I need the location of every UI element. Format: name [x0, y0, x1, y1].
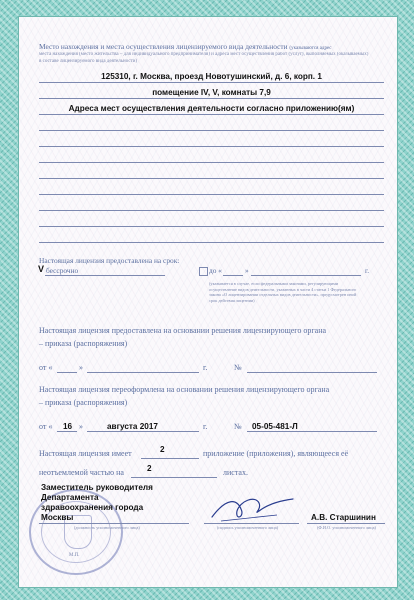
reissue-day-line: [57, 431, 77, 432]
header-note-line2: места нахождения (место жительства – для индивидуального предпринимателя) и адреса мест осуществления работ (услуг), выполняемых (оказываемых): [39, 52, 369, 57]
appendix-count: 2: [160, 445, 165, 454]
reissue-day: 16: [63, 422, 73, 431]
address-underline3: [39, 114, 384, 115]
signature-line: [204, 523, 299, 524]
reissue-quote-close: »: [79, 422, 83, 431]
basis-number-line: [247, 372, 377, 373]
address-blank-line5: [39, 194, 384, 195]
signer-position-line1: Заместитель руководителя: [41, 483, 153, 492]
term-label: Настоящая лицензия предоставлена на срок:: [39, 256, 180, 265]
signer-name-line: [307, 523, 385, 524]
term-check-mark: V: [38, 264, 45, 274]
reissue-number-line: [247, 431, 377, 432]
reissue-line1: Настоящая лицензия переоформлена на основании решения лицензирующего органа: [39, 385, 330, 394]
address-blank-line4: [39, 178, 384, 179]
appendix-line1-pre: Настоящая лицензия имеет: [39, 449, 132, 458]
basis-number-sign: №: [234, 363, 242, 372]
term-until-mid: »: [245, 266, 249, 275]
reissue-number: 05-05-481-Л: [252, 422, 298, 431]
basis-quote-close: »: [79, 363, 83, 372]
signer-position-line4: Москвы: [41, 513, 74, 522]
signer-name-caption: (Ф.И.О. уполномоченного лица): [317, 525, 376, 530]
reissue-month-line: [87, 431, 199, 432]
header-note-line3: в составе лицензируемого вида деятельности): [39, 59, 138, 64]
reissue-line2: – приказа (распоряжения): [39, 398, 128, 407]
term-indefinite: бессрочно: [46, 266, 79, 275]
term-until-month-line: [251, 275, 361, 276]
reissue-number-sign: №: [234, 422, 242, 431]
signer-name: А.В. Старшинин: [311, 513, 376, 522]
basis-month-line: [87, 372, 199, 373]
signer-position-line2: Департамента: [41, 493, 99, 502]
basis-day-line: [57, 372, 77, 373]
address-blank-line3: [39, 162, 384, 163]
reissue-from: от «: [39, 422, 53, 431]
appendix-line2-post: листах.: [223, 468, 248, 477]
basis-year: г.: [203, 363, 208, 372]
address-blank-line7: [39, 226, 384, 227]
address-blank-line2: [39, 146, 384, 147]
appendix-line2-pre: неотъемлемой частью на: [39, 468, 124, 477]
license-sheet: [18, 16, 398, 588]
appendix-sheets-line: [131, 477, 217, 478]
address-blank-line8: [39, 242, 384, 243]
signature-caption: (подпись уполномоченного лица): [217, 525, 279, 530]
address-line2: помещение IV, V, комнаты 7,9: [152, 88, 271, 97]
term-until-day-line: [223, 275, 243, 276]
appendix-sheets: 2: [147, 464, 152, 473]
handwritten-signature: [207, 487, 297, 527]
term-until-checkbox: [199, 267, 208, 276]
reissue-month: августа 2017: [107, 422, 158, 431]
header-title-note: (указываются адрес: [289, 46, 332, 51]
address-underline2: [39, 98, 384, 99]
header-title-text: Место нахождения и места осуществления лицензируемого вида деятельности: [39, 42, 288, 51]
signer-position-line: [39, 523, 189, 524]
basis-line2: – приказа (распоряжения): [39, 339, 128, 348]
signer-position-caption: (должность уполномоченного лица): [74, 525, 140, 530]
address-line1: 125310, г. Москва, проезд Новотушинский, д. 6, корп. 1: [101, 72, 322, 81]
address-blank-line1: [39, 130, 384, 131]
address-line3: Адреса мест осуществления деятельности согласно приложению(ям): [68, 104, 355, 113]
basis-from: от «: [39, 363, 53, 372]
address-underline1: [39, 82, 384, 83]
signer-position-line3: здравоохранения города: [41, 503, 144, 512]
address-blank-line6: [39, 210, 384, 211]
seal-caption: М.П.: [69, 553, 80, 558]
term-until-prefix: до «: [209, 266, 222, 275]
term-indefinite-line: [45, 275, 165, 276]
term-until-year: г.: [365, 266, 370, 275]
reissue-year: г.: [203, 422, 208, 431]
term-note: (указывается в случае, если федеральными законами, регулирующими осуществление видов деятельности, указанных в части 4 статьи 1 Федерального закона «О лицензировании отдельных видов деятельности», предусмотрен иной срок действия лицензии): [209, 281, 357, 303]
appendix-count-line: [141, 458, 199, 459]
appendix-line1-post: приложение (приложения), являющееся её: [203, 449, 349, 458]
basis-line1: Настоящая лицензия предоставлена на основании решения лицензирующего органа: [39, 326, 327, 335]
